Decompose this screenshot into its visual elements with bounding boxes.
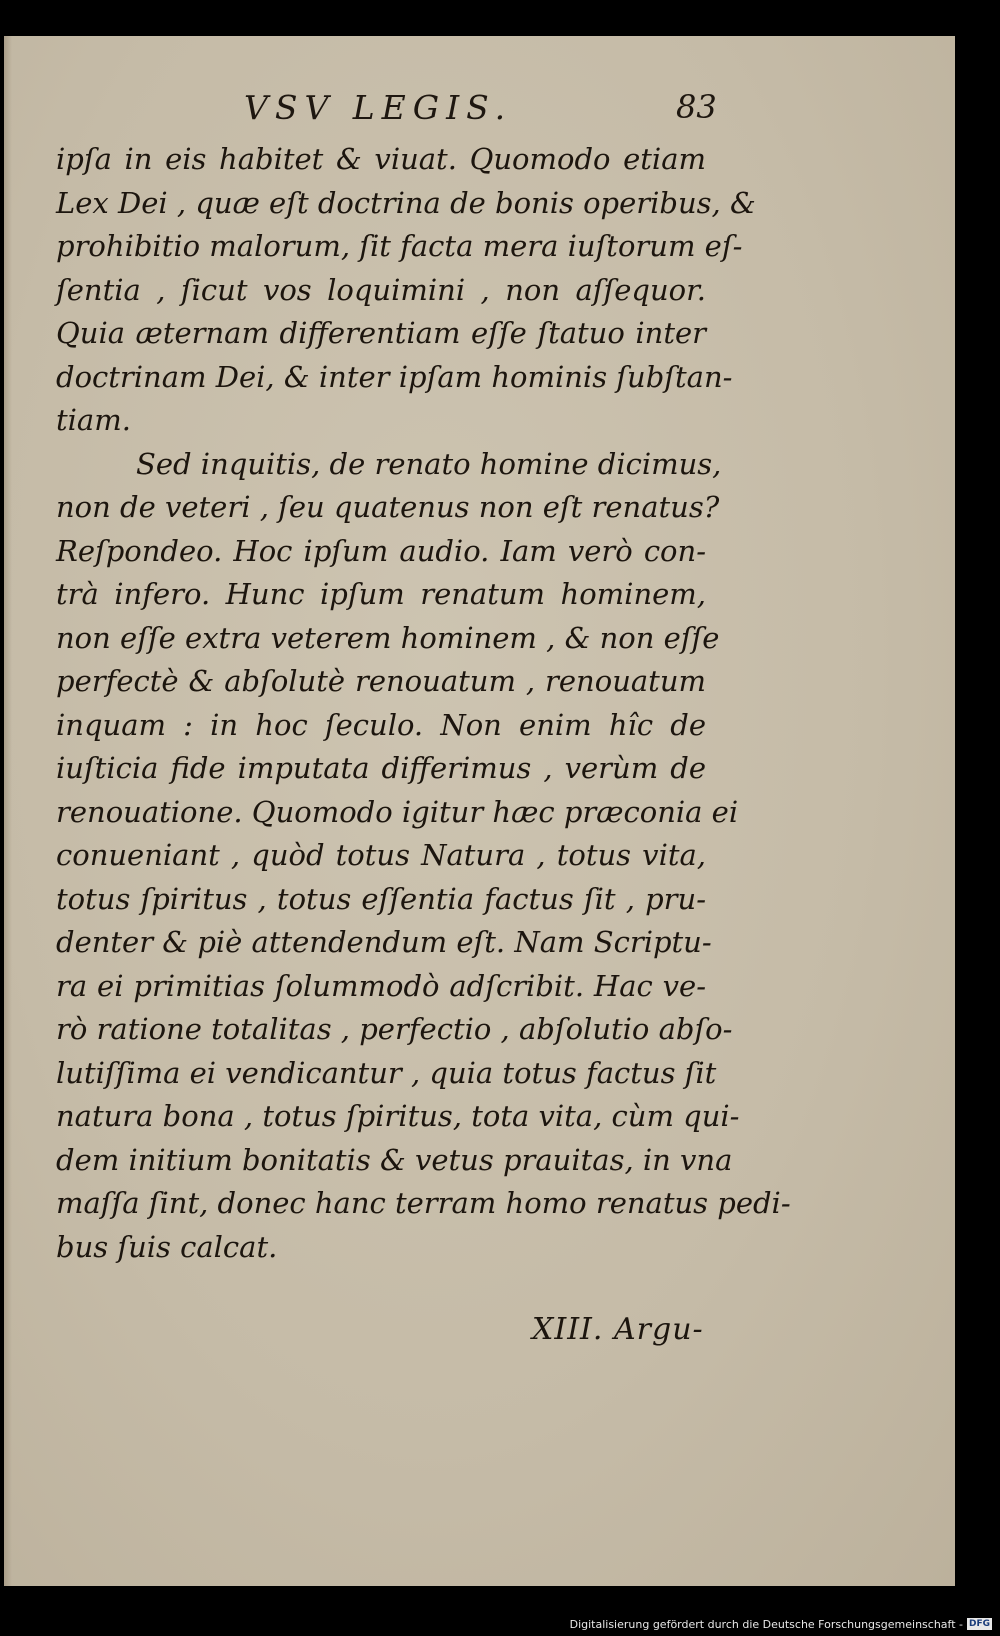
text-line: totus ſpiritus , totus eſſentia factus ſit , pru-	[56, 881, 706, 916]
text-line: non eſſe extra veterem hominem , & non eſſe	[56, 620, 720, 655]
digitization-footer	[570, 1614, 992, 1634]
text-line: doctrinam Dei, & inter ipſam hominis ſubſtan-	[56, 359, 733, 394]
funding-notice: Digitalisierung gefördert durch die Deutsche Forschungsgemeinschaft -	[569, 1617, 963, 1631]
text-line: inquam : in hoc ſeculo. Non enim hîc de	[56, 707, 706, 742]
text-line: prohibitio malorum, ſit facta mera iuſtorum eſ-	[56, 229, 743, 263]
text-line: ra ei primitias ſolummodò adſcribit. Hac ve-	[56, 968, 706, 1003]
text-line: maſſa ſint, donec hanc terram homo renatus pedi-	[56, 1186, 791, 1220]
text-line: Quia æternam differentiam eſſe ſtatuo inter	[56, 316, 706, 350]
paragraph-start-line: Sed inquitis, de renato homine dicimus,	[136, 446, 722, 481]
text-line: perfectè & abſolutè renouatum , renouatum	[56, 664, 706, 698]
text-line: natura bona , totus ſpiritus, tota vita, cùm qui-	[56, 1099, 740, 1133]
running-head: VSV LEGIS.	[244, 88, 513, 127]
text-line: dem initium bonitatis & vetus prauitas, in vna	[56, 1142, 733, 1177]
book-page	[4, 36, 955, 1586]
text-line: Lex Dei , quæ eſt doctrina de bonis operibus, &	[56, 185, 756, 220]
text-line: Reſpondeo. Hoc ipſum audio. Iam verò con-	[56, 533, 706, 568]
text-line: ſentia , ſicut vos loquimini , non aſſequor.	[56, 272, 706, 307]
text-line: tiam.	[56, 403, 131, 437]
text-line: renouatione. Quomodo igitur hæc præconia ei	[56, 794, 739, 829]
text-line: bus ſuis calcat.	[56, 1229, 278, 1264]
dfg-logo-icon: DFG	[968, 1619, 990, 1629]
text-line: rò ratione totalitas , perfectio , abſolutio abſo-	[56, 1012, 733, 1046]
text-line: lutiſſima ei vendicantur , quia totus factus ſit	[56, 1055, 717, 1090]
text-line: denter & piè attendendum eſt. Nam Scriptu-	[56, 925, 712, 959]
text-line: iuſticia fide imputata differimus , verùm de	[56, 751, 706, 785]
catchword: XIII. Argu-	[532, 1312, 704, 1347]
body-text	[56, 138, 791, 1269]
text-line: trà infero. Hunc ipſum renatum hominem,	[56, 577, 706, 611]
page-number: 83	[676, 88, 717, 126]
gutter-shadow	[4, 36, 12, 1586]
text-line: ipſa in eis habitet & viuat. Quomodo etiam	[56, 142, 706, 176]
text-line: conueniant , quòd totus Natura , totus vita,	[56, 838, 706, 872]
text-line: non de veteri , ſeu quatenus non eſt renatus?	[56, 490, 720, 524]
